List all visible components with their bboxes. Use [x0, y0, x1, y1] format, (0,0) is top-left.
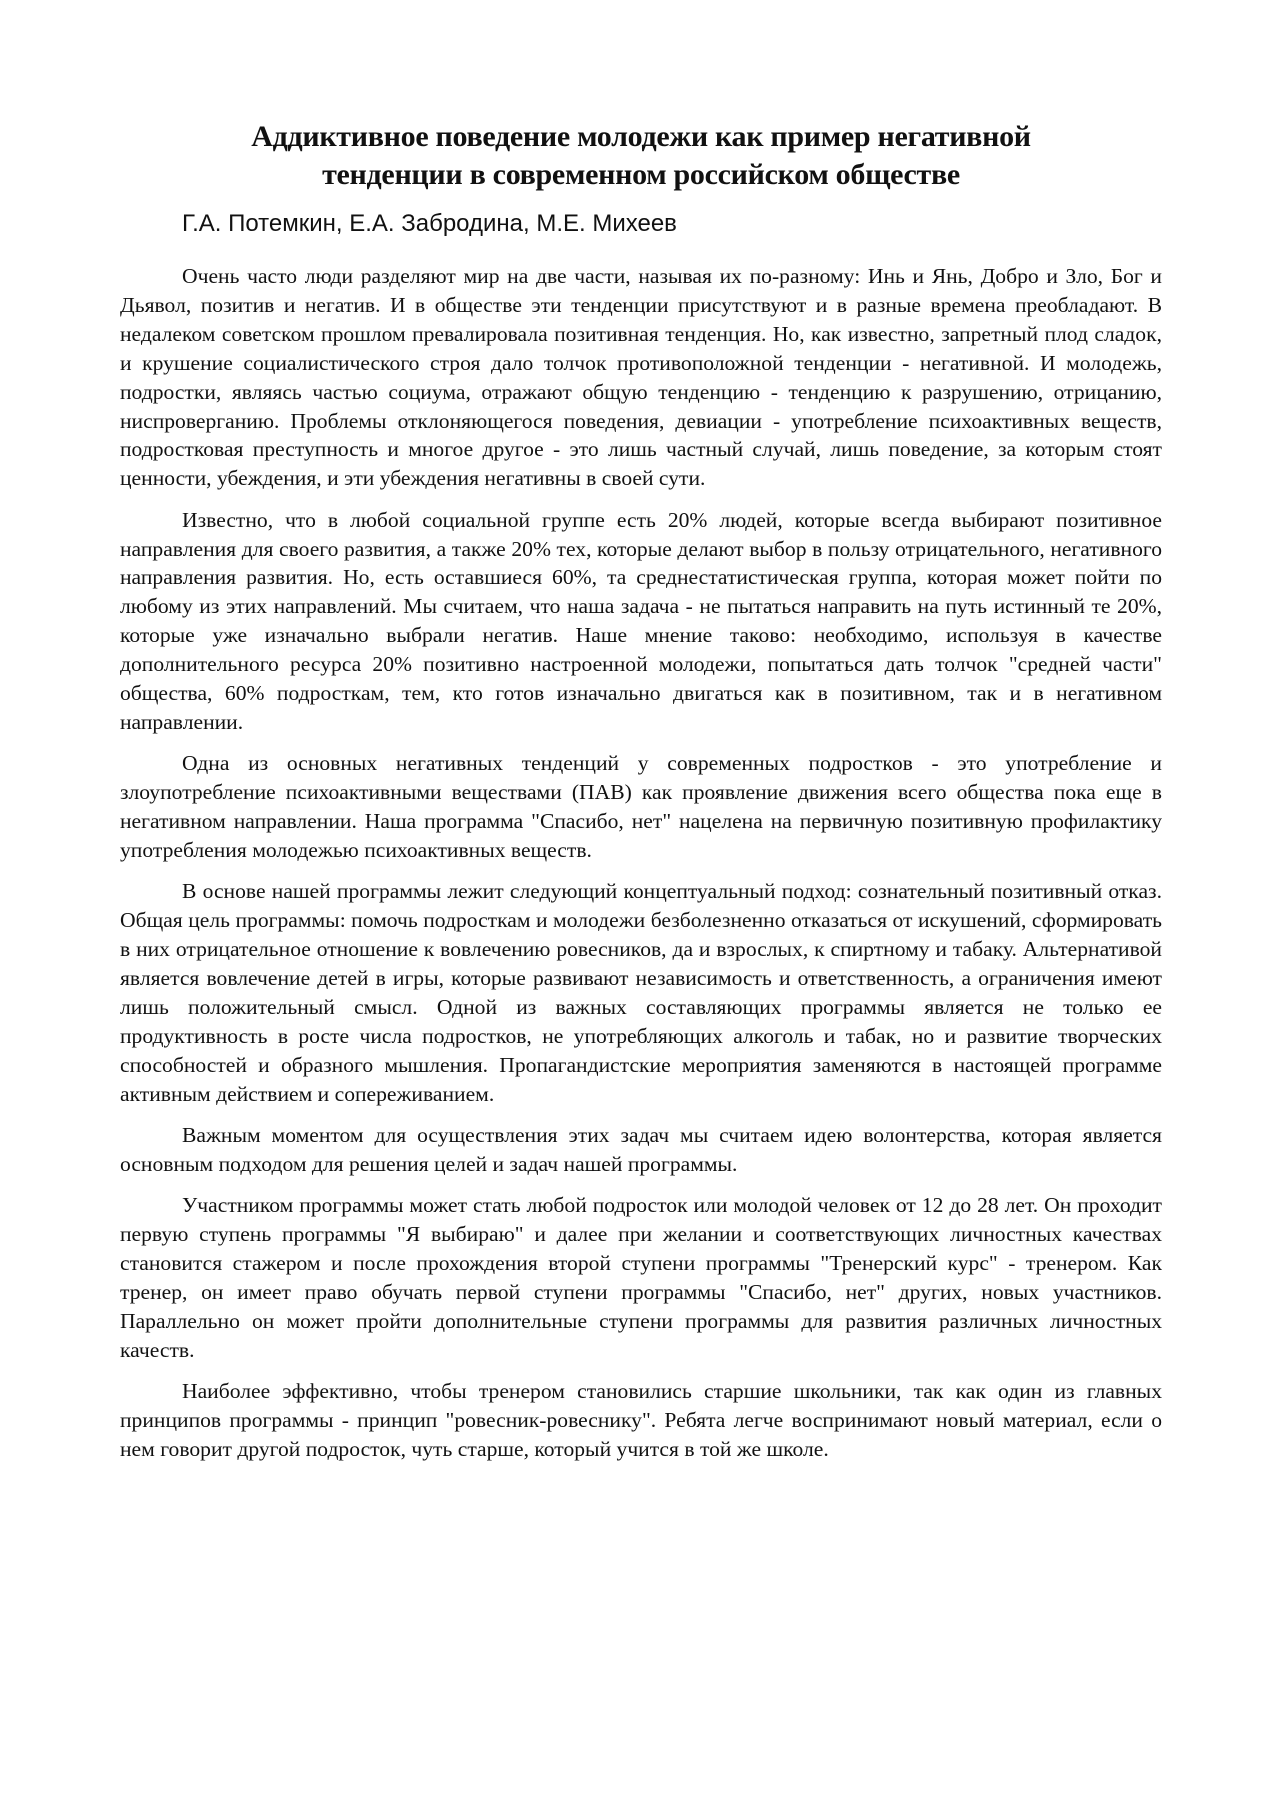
paragraph-1: Очень часто люди разделяют мир на две части, называя их по-разному: Инь и Янь, Добро и Зло, Бог и Дьявол, позитив и негатив. И в обществе эти тенденции присутствуют и в разные времена преобладают. В недалеком советском прошлом превалировала позитивная тенденция. Но, как известно, запретный плод сладок, и крушение социалистического строя дало толчок противоположной тенденции - негативной. И молодежь, подростки, являясь частью социума, отражают общую тенденцию - тенденцию к разрушению, отрицанию, ниспроверганию. Проблемы отклоняющегося поведения, девиации - употребление психоактивных веществ, подростковая преступность и многое другое - это лишь частный случай, лишь поведение, за которым стоят ценности, убеждения, и эти убеждения негативны в своей сути. [120, 264, 1162, 491]
paragraph-3: Одна из основных негативных тенденций у современных подростков - это употребление и злоупотребление психоактивными веществами (ПАВ) как проявление движения всего общества пока еще в негативном направлении. Наша программа "Спасибо, нет" нацелена на первичную позитивную профилактику употребления молодежью психоактивных веществ. [120, 751, 1162, 862]
paragraph-6: Участником программы может стать любой подросток или молодой человек от 12 до 28 лет. Он проходит первую ступень программы "Я выбираю" и далее при желании и соответствующих личностных качествах становится стажером и после прохождения второй ступени программы "Тренерский курс" - тренером. Как тренер, он имеет право обучать первой ступени программы "Спасибо, нет" других, новых участников. Параллельно он может пройти дополнительные ступени программы для развития различных личностных качеств. [120, 1193, 1162, 1362]
article-authors: Г.А. Потемкин, Е.А. Забродина, М.Е. Михеев [182, 210, 677, 237]
document-page [120, 118, 1162, 1476]
paragraph-4: В основе нашей программы лежит следующий концептуальный подход: сознательный позитивный отказ. Общая цель программы: помочь подросткам и молодежи безболезненно отказаться от искушений, сформировать в них отрицательное отношение к вовлечению ровесников, да и взрослых, к спиртному и табаку. Альтернативой является вовлечение детей в игры, которые развивают независимость и ответственность, а ограничения имеют лишь положительный смысл. Одной из важных составляющих программы является не только ее продуктивность в росте числа подростков, не употребляющих алкоголь и табак, но и развитие творческих способностей и образного мышления. Пропагандистские мероприятия заменяются в настоящей программе активным действием и сопереживанием. [120, 879, 1162, 1106]
title-line-2: тенденции в современном российском обществе [322, 158, 960, 191]
title-line-1: Аддиктивное поведение молодежи как пример негативной [251, 120, 1031, 153]
article-title [120, 118, 1162, 194]
paragraph-2: Известно, что в любой социальной группе есть 20% людей, которые всегда выбирают позитивное направления для своего развития, а также 20% тех, которые делают выбор в пользу отрицательного, негативного направления развития. Но, есть оставшиеся 60%, та среднестатистическая группа, которая может пойти по любому из этих направлений. Мы считаем, что наша задача - не пытаться направить на путь истинный те 20%, которые уже изначально выбрали негатив. Наше мнение таково: необходимо, используя в качестве дополнительного ресурса 20% позитивно настроенной молодежи, попытаться дать толчок "средней части" общества, 60% подросткам, тем, кто готов изначально двигаться как в позитивном, так и в негативном направлении. [120, 507, 1162, 734]
paragraph-7: Наиболее эффективно, чтобы тренером становились старшие школьники, так как один из главных принципов программы - принцип "ровесник-ровеснику". Ребята легче воспринимают новый материал, если о нем говорит другой подросток, чуть старше, который учится в той же школе. [120, 1378, 1162, 1461]
paragraph-5: Важным моментом для осуществления этих задач мы считаем идею волонтерства, которая является основным подходом для решения целей и задач нашей программы. [120, 1122, 1162, 1176]
article-body [120, 262, 1162, 1464]
